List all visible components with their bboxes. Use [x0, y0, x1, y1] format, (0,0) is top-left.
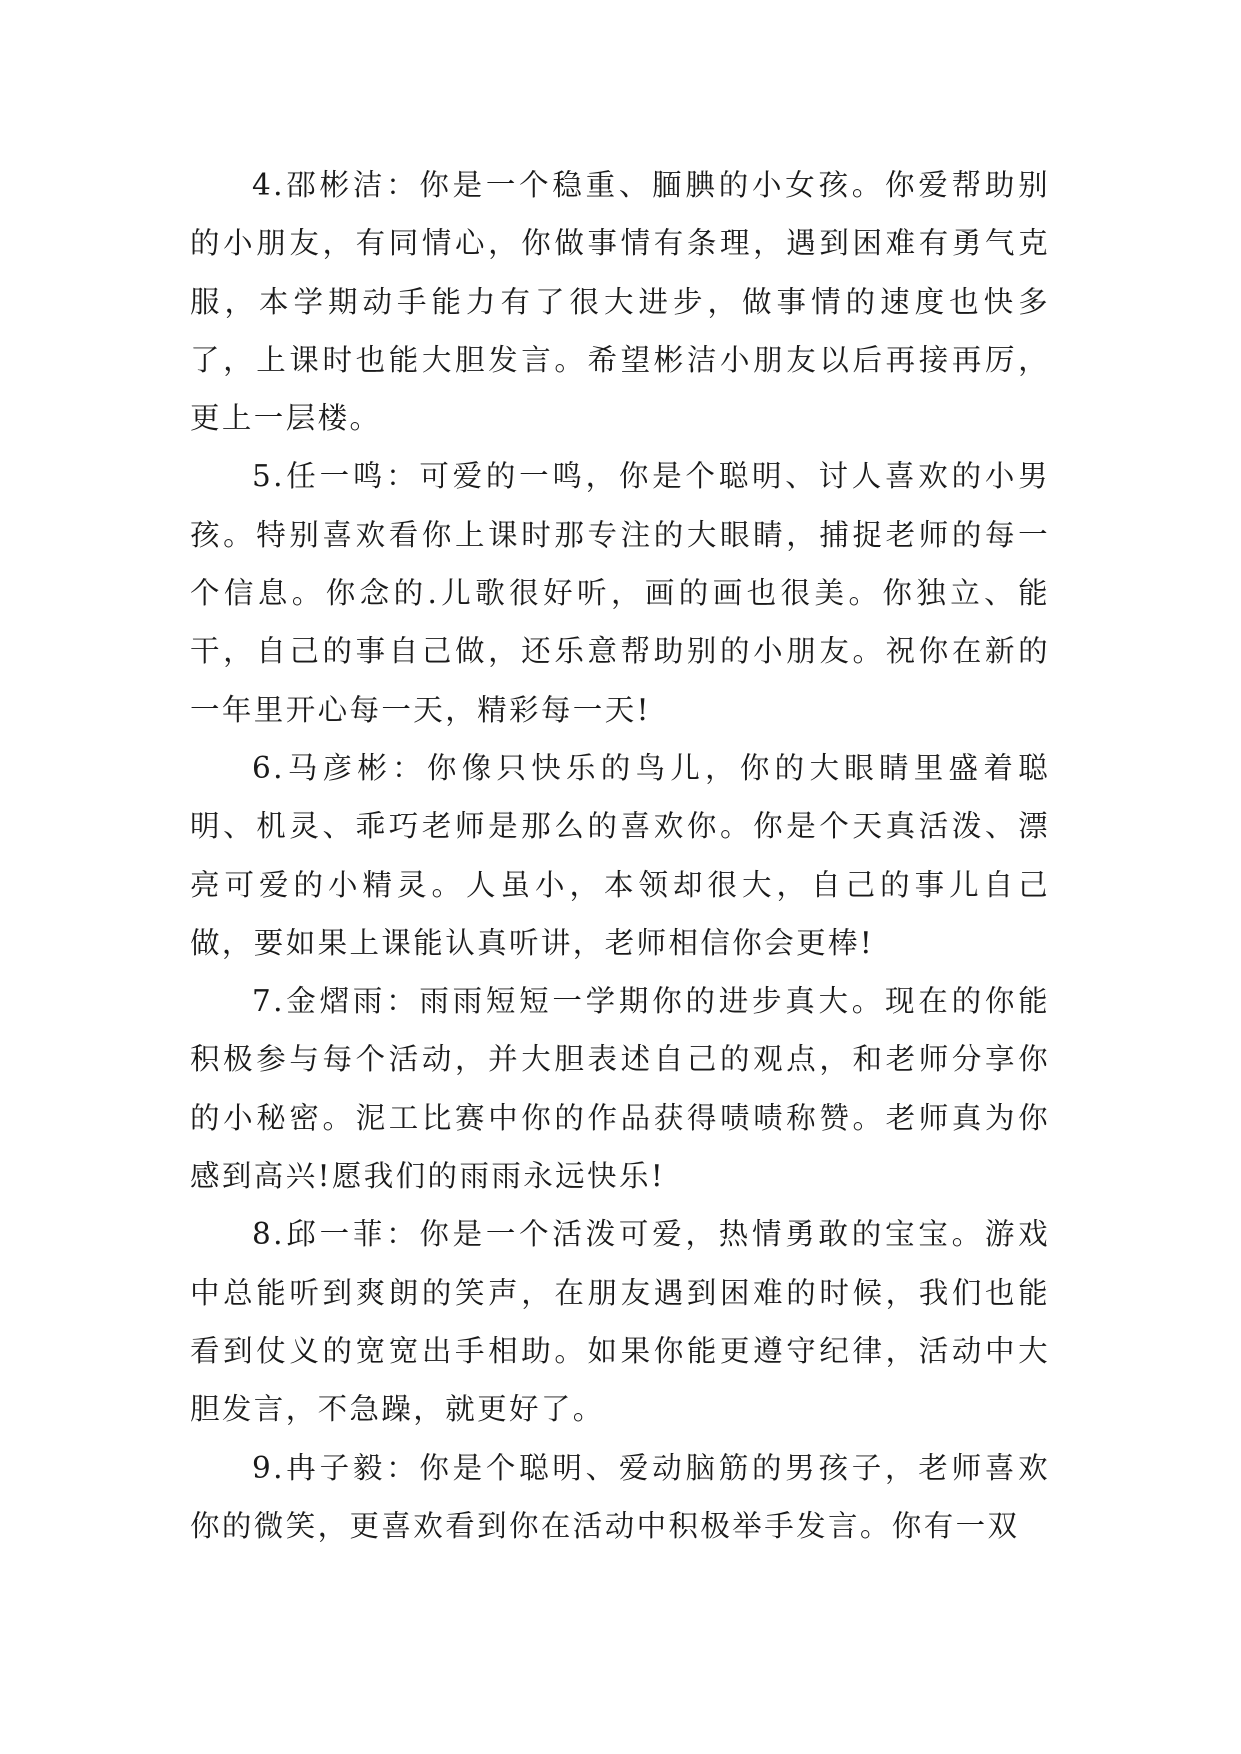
comment-paragraph-4: 4.邵彬洁：你是一个稳重、腼腆的小女孩。你爱帮助别的小朋友，有同情心，你做事情有条理，遇到困难有勇气克服，本学期动手能力有了很大进步，做事情的速度也快多了，上课时也能大胆发言。希望彬洁小朋友以后再接再厉，更上一层楼。 [190, 168, 1050, 436]
comment-paragraph-6: 6.马彦彬：你像只快乐的鸟儿，你的大眼睛里盛着聪明、机灵、乖巧老师是那么的喜欢你。你是个天真活泼、漂亮可爱的小精灵。人虽小，本领却很大，自己的事儿自己做，要如果上课能认真听讲，老师相信你会更棒! [190, 750, 1050, 960]
document-body [190, 156, 1050, 1555]
comment-paragraph-8: 8.邱一菲：你是一个活泼可爱，热情勇敢的宝宝。游戏中总能听到爽朗的笑声，在朋友遇到困难的时候，我们也能看到仗义的宽宽出手相助。如果你能更遵守纪律，活动中大胆发言，不急躁，就更好了。 [190, 1217, 1050, 1427]
comment-paragraph-7: 7.金熠雨：雨雨短短一学期你的进步真大。现在的你能积极参与每个活动，并大胆表述自己的观点，和老师分享你的小秘密。泥工比赛中你的作品获得啧啧称赞。老师真为你感到高兴!愿我们的雨雨永远快乐! [190, 984, 1050, 1194]
comment-paragraph-9: 9.冉子毅：你是个聪明、爱动脑筋的男孩子，老师喜欢你的微笑，更喜欢看到你在活动中积极举手发言。你有一双 [190, 1450, 1050, 1543]
comment-paragraph-5: 5.任一鸣：可爱的一鸣，你是个聪明、讨人喜欢的小男孩。特别喜欢看你上课时那专注的大眼睛，捕捉老师的每一个信息。你念的.儿歌很好听，画的画也很美。你独立、能干，自己的事自己做，还乐意帮助别的小朋友。祝你在新的一年里开心每一天，精彩每一天! [190, 459, 1050, 727]
